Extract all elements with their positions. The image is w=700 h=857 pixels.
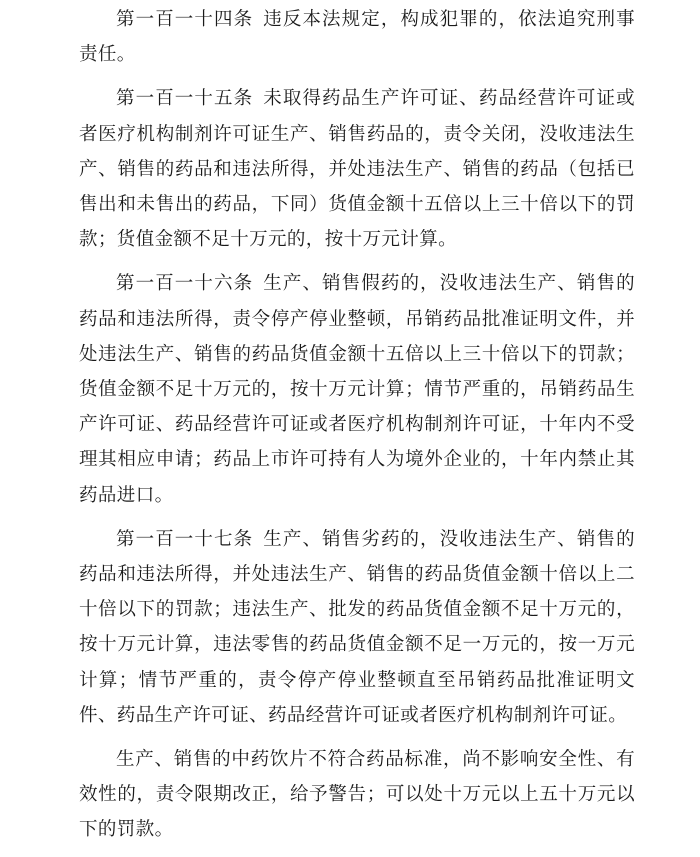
article-text: 未取得药品生产许可证、药品经营许可证或者医疗机构制剂许可证生产、销售药品的，责令关闭，没收违法生产、销售的药品和违法所得，并处违法生产、销售的药品（包括已售出和未售出的药品，下同）货值金额十五倍以上三十倍以下的罚款；货值金额不足十万元的，按十万元计算。 — [79, 88, 635, 251]
article-text: 违反本法规定，构成犯罪的，依法追究刑事责任。 — [79, 9, 635, 66]
article-117-clause-2: 生产、销售的中药饮片不符合药品标准，尚不影响安全性、有效性的，责令限期改正，给予警告；可以处十万元以上五十万元以下的罚款。 — [79, 749, 635, 841]
article-number: 第一百一十七条 — [116, 528, 254, 550]
article-number: 第一百一十六条 — [116, 273, 254, 295]
article-number: 第一百一十五条 — [116, 88, 254, 110]
document-body — [79, 2, 635, 857]
article-117 — [79, 522, 635, 733]
article-114 — [79, 2, 635, 72]
article-text: 生产、销售假药的，没收违法生产、销售的药品和违法所得，责令停产停业整顿，吊销药品批准证明文件，并处违法生产、销售的药品货值金额十五倍以上三十倍以下的罚款；货值金额不足十万元的，按十万元计算；情节严重的，吊销药品生产许可证、药品经营许可证或者医疗机构制剂许可证，十年内不受理其相应申请；药品上市许可持有人为境外企业的，十年内禁止其药品进口。 — [79, 273, 635, 506]
article-115 — [79, 81, 635, 257]
article-number: 第一百一十四条 — [116, 9, 254, 30]
article-text: 生产、销售劣药的，没收违法生产、销售的药品和违法所得，并处违法生产、销售的药品货值金额十倍以上二十倍以下的罚款；违法生产、批发的药品货值金额不足十万元的，按十万元计算，违法零售的药品货值金额不足一万元的，按一万元计算；情节严重的，责令停产停业整顿直至吊销药品批准证明文件、药品生产许可证、药品经营许可证或者医疗机构制剂许可证。 — [79, 528, 635, 726]
article-116 — [79, 266, 635, 512]
